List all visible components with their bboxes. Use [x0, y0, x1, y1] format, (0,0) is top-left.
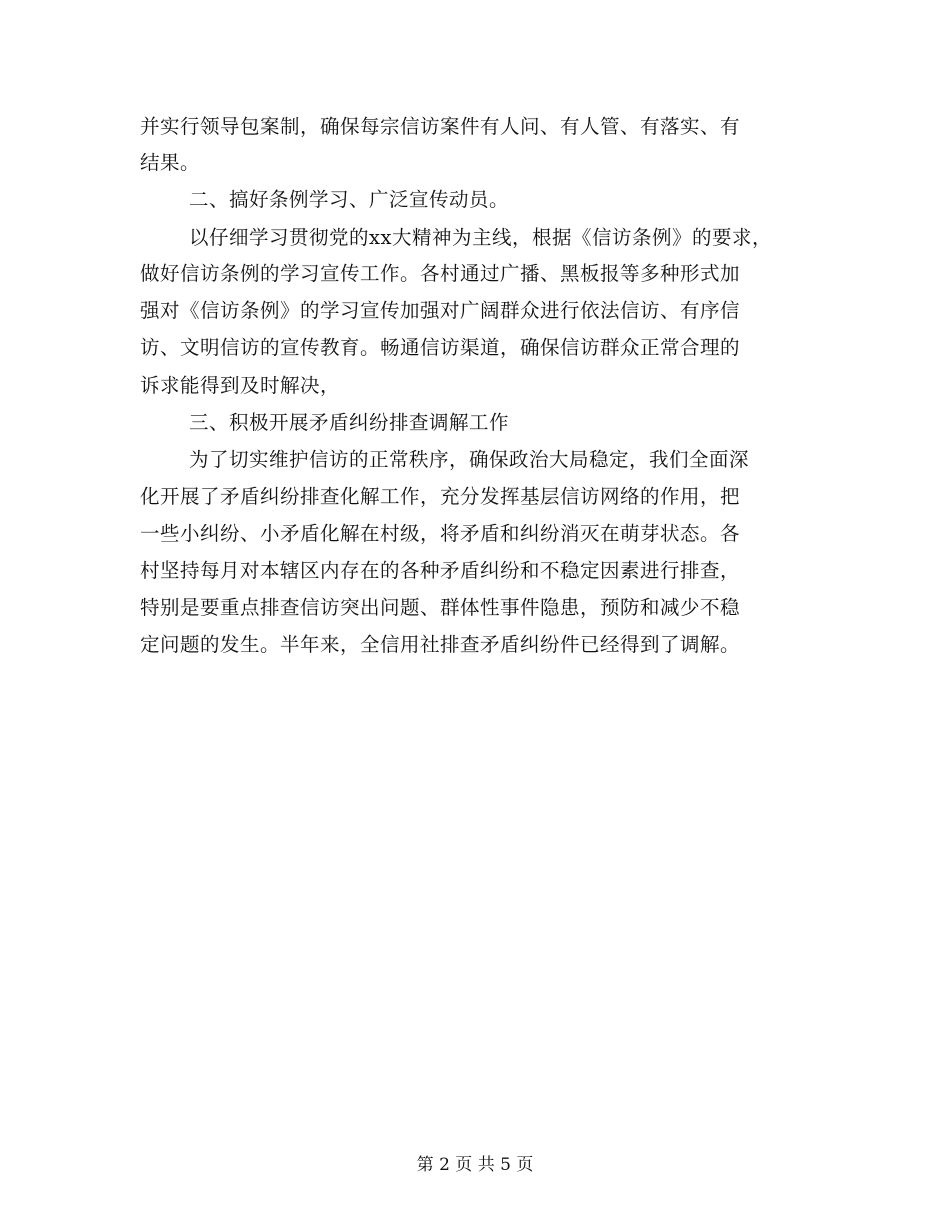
- body-line: 一些小纠纷、小矛盾化解在村级，将矛盾和纠纷消灭在萌芽状态。各: [140, 522, 741, 545]
- body-line: 定问题的发生。半年来，全信用社排查矛盾纠纷件已经得到了调解。: [140, 633, 741, 656]
- body-line: 并实行领导包案制，确保每宗信访案件有人问、有人管、有落实、有: [140, 115, 741, 138]
- body-line: 结果。: [140, 151, 201, 174]
- body-line: 做好信访条例的学习宣传工作。各村通过广播、黑板报等多种形式加: [140, 262, 741, 285]
- body-line: 化开展了矛盾纠纷排查化解工作，充分发挥基层信访网络的作用，把: [140, 485, 741, 508]
- body-line: 强对《信访条例》的学习宣传加强对广阔群众进行依法信访、有序信: [140, 299, 741, 322]
- section-heading-3: 三、积极开展矛盾纠纷排查调解工作: [189, 411, 510, 434]
- body-line: 为了切实维护信访的正常秩序，确保政治大局稳定，我们全面深: [189, 448, 750, 471]
- page-number-footer: 第 2 页 共 5 页: [416, 1155, 534, 1175]
- body-line: 访、文明信访的宣传教育。畅通信访渠道，确保信访群众正常合理的: [140, 336, 741, 359]
- body-line: 特别是要重点排查信访突出问题、群体性事件隐患，预防和减少不稳: [140, 596, 741, 619]
- body-line: 村坚持每月对本辖区内存在的各种矛盾纠纷和不稳定因素进行排查，: [140, 559, 741, 582]
- section-heading-2: 二、搞好条例学习、广泛宣传动员。: [189, 188, 510, 211]
- body-line: 诉求能得到及时解决，: [140, 374, 341, 397]
- body-line: 以仔细学习贯彻党的xx大精神为主线，根据《信访条例》的要求，: [189, 226, 772, 249]
